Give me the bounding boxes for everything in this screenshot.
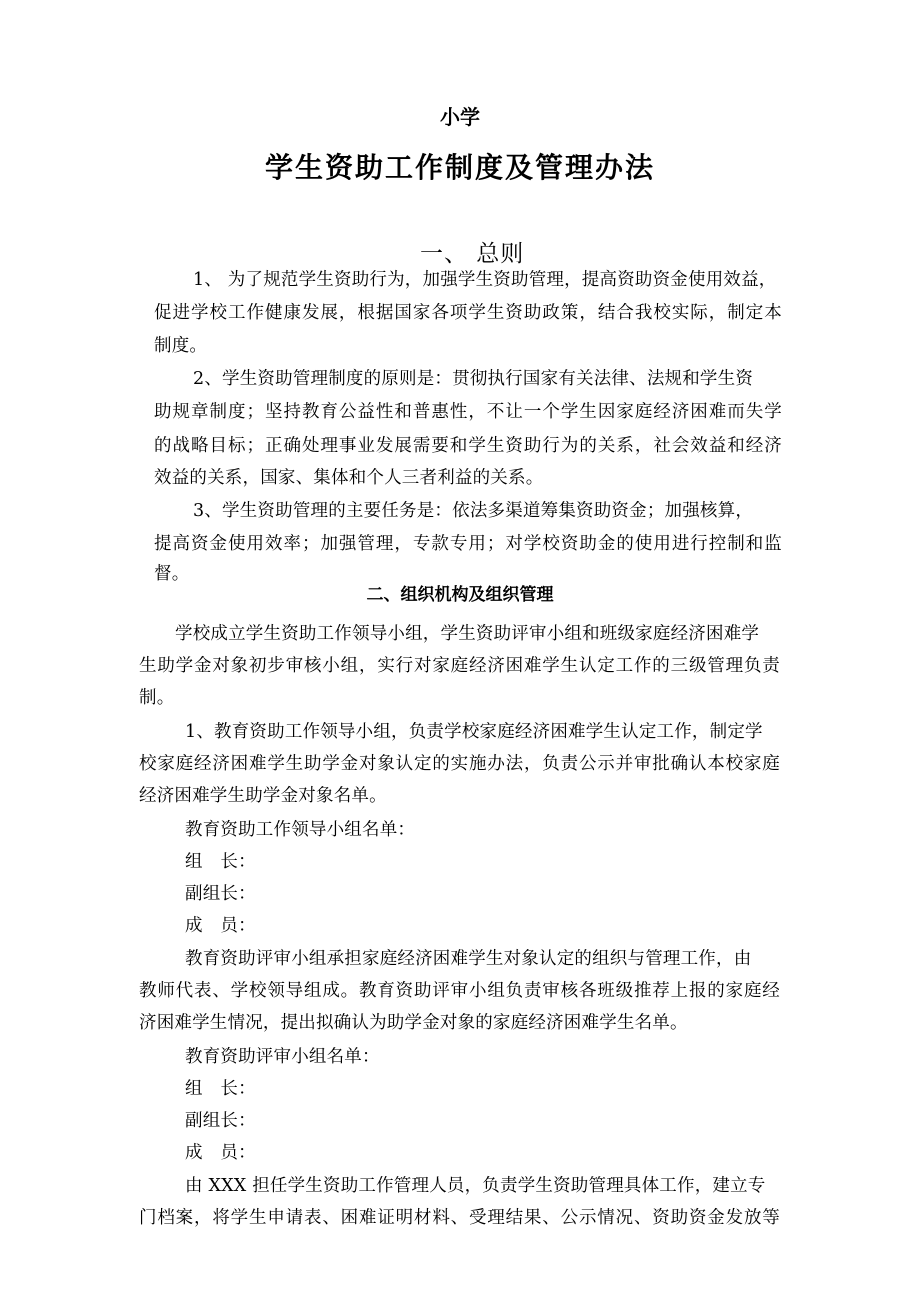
review-group-deputy: 副组长： [185, 1111, 256, 1131]
leader-group-deputy: 副组长： [185, 884, 256, 904]
paragraph-line: 1、教育资助工作领导小组，负责学校家庭经济困难学生认定工作，制定学 [185, 722, 763, 742]
paragraph-line: 济困难学生情况，提出拟确认为助学金对象的家庭经济困难学生名单。 [139, 1013, 688, 1033]
paragraph-line: 教育资助评审小组承担家庭经济困难学生对象认定的组织与管理工作，由 [185, 949, 752, 969]
document-pre-title: 小学 [440, 105, 480, 129]
paragraph-line: 1、 为了规范学生资助行为，加强学生资助管理，提高资助资金使用效益， [193, 270, 777, 290]
review-group-leader: 组 长： [185, 1079, 256, 1099]
leader-group-leader: 组 长： [185, 852, 256, 872]
paragraph-line: 校家庭经济困难学生助学金对象认定的实施办法，负责公示并审批确认本校家庭 [139, 754, 780, 774]
paragraph-line: 制。 [139, 688, 175, 708]
paragraph-line: 由 XXX 担任学生资助工作管理人员，负责学生资助管理具体工作，建立专 [185, 1176, 766, 1196]
section2-heading: 二、组织机构及组织管理 [366, 585, 554, 605]
paragraph-line: 门档案，将学生申请表、困难证明材料、受理结果、公示情况、资助资金发放等 [139, 1208, 780, 1228]
paragraph-line: 3、学生资助管理的主要任务是：依法多渠道筹集资助资金；加强核算， [193, 501, 754, 521]
paragraph-line: 学校成立学生资助工作领导小组，学生资助评审小组和班级家庭经济困难学 [175, 624, 760, 644]
section1-heading: 一、 总则 [420, 241, 525, 267]
paragraph-line: 2、学生资助管理制度的原则是：贯彻执行国家有关法律、法规和学生资 [193, 369, 754, 389]
paragraph-line: 制度。 [154, 336, 208, 356]
review-group-members: 成 员： [185, 1143, 256, 1163]
paragraph-line: 督。 [154, 564, 190, 584]
paragraph-line: 效益的关系，国家、集体和个人三者利益的关系。 [154, 468, 544, 488]
paragraph-line: 的战略目标；正确处理事业发展需要和学生资助行为的关系，社会效益和经济 [154, 436, 782, 456]
document-title: 学生资助工作制度及管理办法 [264, 151, 655, 184]
paragraph-line: 促进学校工作健康发展，根据国家各项学生资助政策，结合我校实际，制定本 [154, 303, 782, 323]
leader-group-members: 成 员： [185, 916, 256, 936]
paragraph-line: 生助学金对象初步审核小组，实行对家庭经济困难学生认定工作的三级管理负责 [139, 656, 780, 676]
paragraph-line: 教师代表、学校领导组成。教育资助评审小组负责审核各班级推荐上报的家庭经 [139, 981, 780, 1001]
paragraph-line: 助规章制度；坚持教育公益性和普惠性，不让一个学生因家庭经济困难而失学 [154, 402, 782, 422]
review-group-list-title: 教育资助评审小组名单： [185, 1047, 380, 1067]
leader-group-list-title: 教育资助工作领导小组名单： [185, 820, 416, 840]
paragraph-line: 经济困难学生助学金对象名单。 [139, 786, 387, 806]
paragraph-line: 提高资金使用效率；加强管理，专款专用；对学校资助金的使用进行控制和监 [154, 534, 782, 554]
